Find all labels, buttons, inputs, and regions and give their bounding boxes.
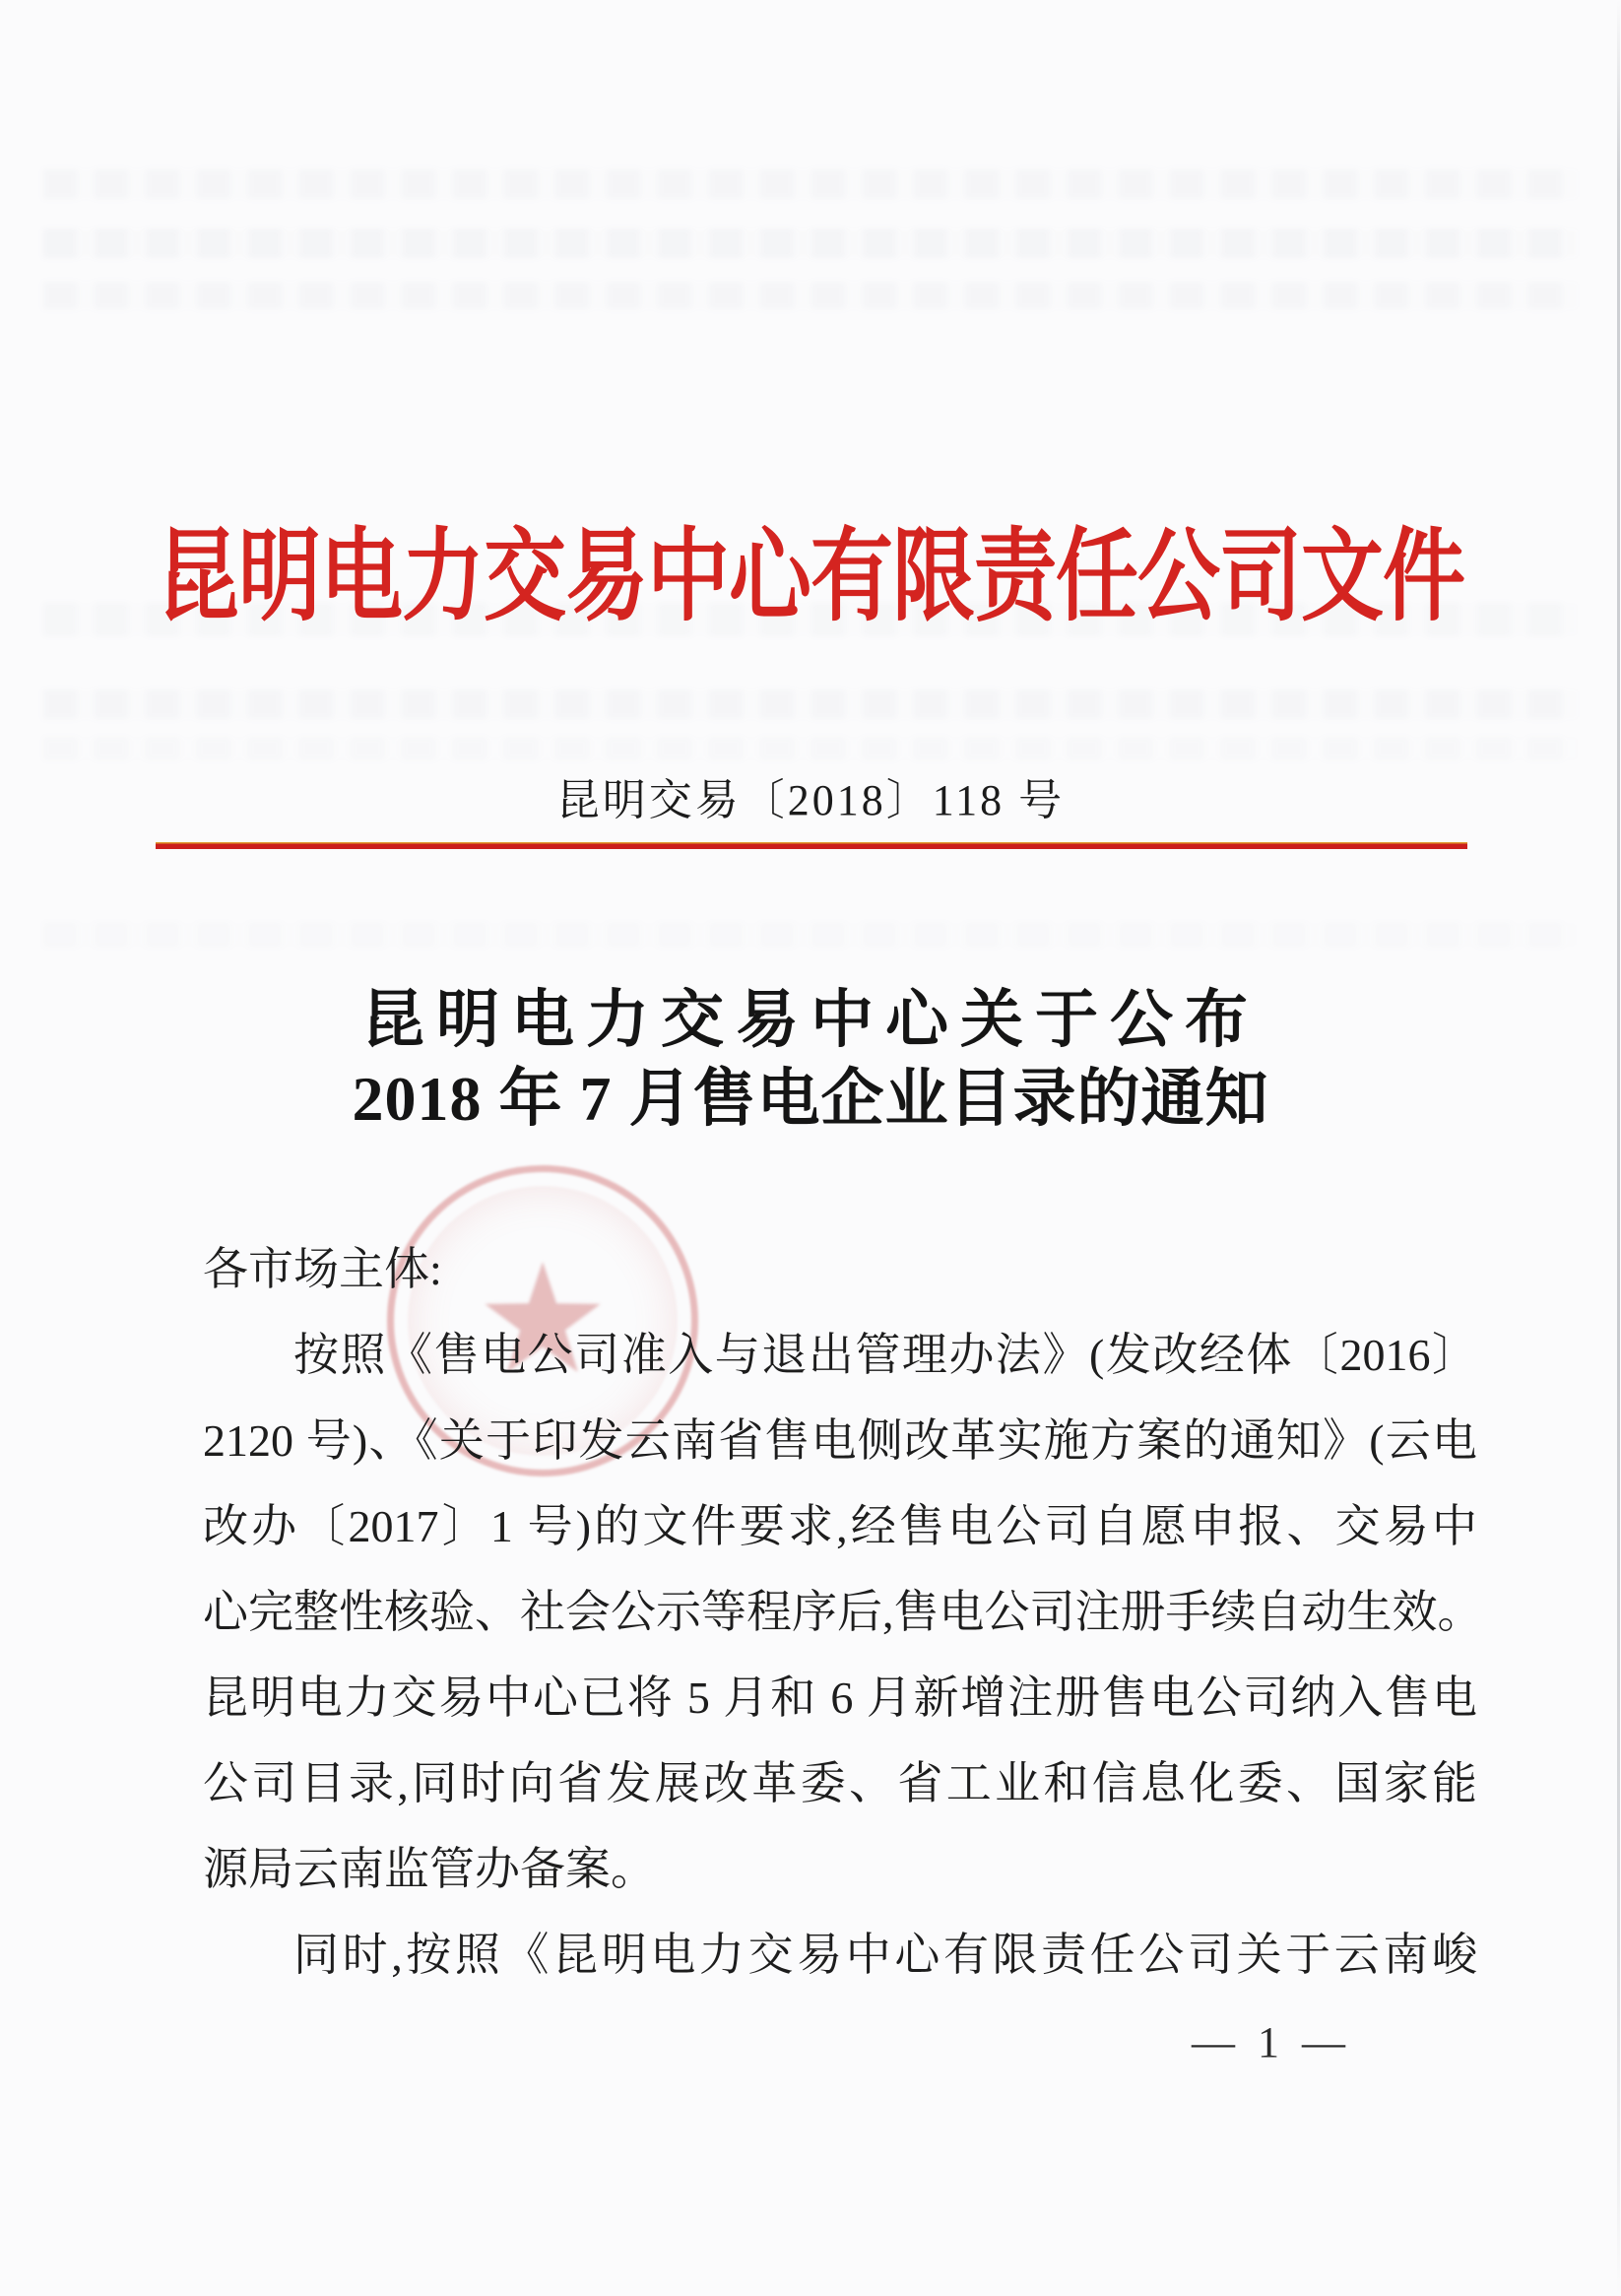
red-header-org-title xyxy=(0,495,1621,634)
body-line: 按照《售电公司准入与退出管理办法》(发改经体〔2016〕 xyxy=(293,1330,1477,1380)
document-title xyxy=(0,981,1621,1139)
bleedthrough-artifact xyxy=(43,922,1578,948)
body-line-salutation: 各市场主体: xyxy=(203,1244,442,1294)
document-title-line2: 2018 年 7 月售电企业目录的通知 xyxy=(352,1064,1269,1134)
bleedthrough-artifact xyxy=(43,229,1578,258)
body-line: 2120 号)、《关于印发云南省售电侧改革实施方案的通知》(云电 xyxy=(203,1415,1477,1466)
body-line: 公司目录,同时向省发展改革委、省工业和信息化委、国家能 xyxy=(203,1758,1477,1808)
body-line: 同时,按照《昆明电力交易中心有限责任公司关于云南峻 xyxy=(293,1930,1477,1980)
scan-edge-artifact xyxy=(1617,0,1620,2296)
bleedthrough-artifact xyxy=(43,282,1578,309)
bleedthrough-artifact xyxy=(43,737,1578,760)
bleedthrough-artifact xyxy=(43,169,1578,199)
body-line: 改办〔2017〕1 号)的文件要求,经售电公司自愿申报、交易中 xyxy=(203,1501,1477,1551)
red-header-org-title-text: 昆明电力交易中心有限责任公司文件 xyxy=(156,521,1464,634)
bleedthrough-artifact xyxy=(43,689,1578,719)
body-line: 心完整性核验、社会公示等程序后,售电公司注册手续自动生效。 xyxy=(203,1587,1483,1637)
body-line: 源局云南监管办备案。 xyxy=(203,1844,656,1894)
document-title-line1: 昆明电力交易中心关于公布 xyxy=(361,985,1260,1055)
header-divider-rule xyxy=(156,842,1467,849)
body-line: 昆明电力交易中心已将 5 月和 6 月新增注册售电公司纳入售电 xyxy=(203,1673,1477,1723)
page-number: — 1 — xyxy=(1192,2018,1351,2066)
document-number: 昆明交易〔2018〕118 号 xyxy=(555,776,1066,824)
document-body xyxy=(203,1226,1483,1998)
